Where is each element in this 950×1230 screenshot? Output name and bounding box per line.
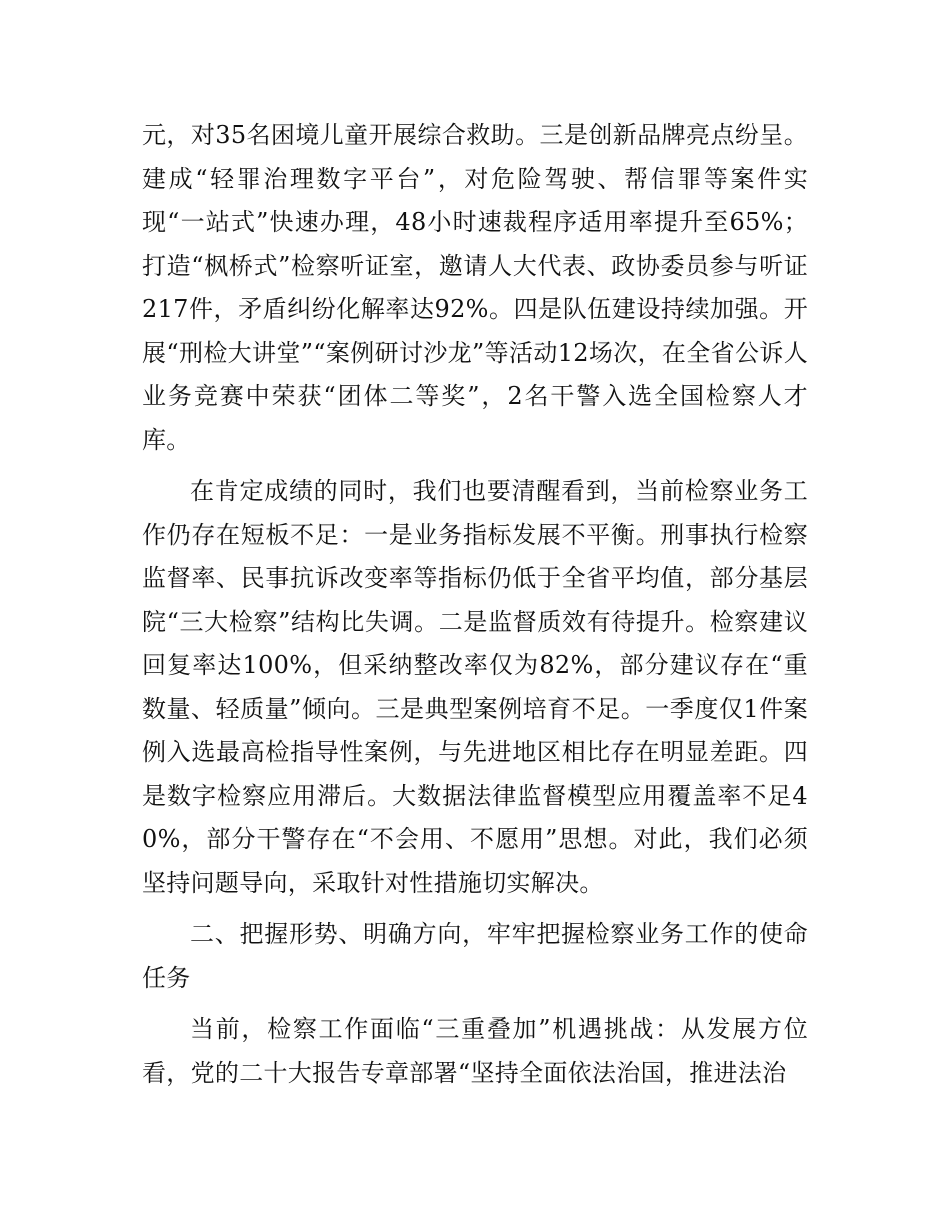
section-heading: 二、把握形势、明确方向，牢牢把握检察业务工作的使命任务 [142,920,808,992]
paragraph-4: 当前，检察工作面临“三重叠加”机遇挑战：从发展方位看，党的二十大报告专章部署“坚持全面依法治国，推进法治 [142,1015,808,1087]
paragraph-1: 元，对35名困境儿童开展综合救助。三是创新品牌亮点纷呈。建成“轻罪治理数字平台”，对危险驾驶、帮信罪等案件实现“一站式”快速办理，48小时速裁程序适用率提升至65%；打造“枫桥式”检察听证室，邀请人大代表、政协委员参与听证217件，矛盾纠纷化解率达92%。四是队伍建设持续加强。开展“刑检大讲堂”“案例研讨沙龙”等活动12场次，在全省公诉人业务竞赛中荣获“团体二等奖”，2名干警入选全国检察人才库。 [142,121,808,454]
document-body [142,114,808,1095]
paragraph-2: 在肯定成绩的同时，我们也要清醒看到，当前检察业务工作仍存在短板不足：一是业务指标发展不平衡。刑事执行检察监督率、民事抗诉改变率等指标仍低于全省平均值，部分基层院“三大检察”结构比失调。二是监督质效有待提升。检察建议回复率达100%，但采纳整改率仅为82%，部分建议存在“重数量、轻质量”倾向。三是典型案例培育不足。一季度仅1件案例入选最高检指导性案例，与先进地区相比存在明显差距。四是数字检察应用滞后。大数据法律监督模型应用覆盖率不足40%，部分干警存在“不会用、不愿用”思想。对此，我们必须坚持问题导向，采取针对性措施切实解决。 [142,477,808,897]
